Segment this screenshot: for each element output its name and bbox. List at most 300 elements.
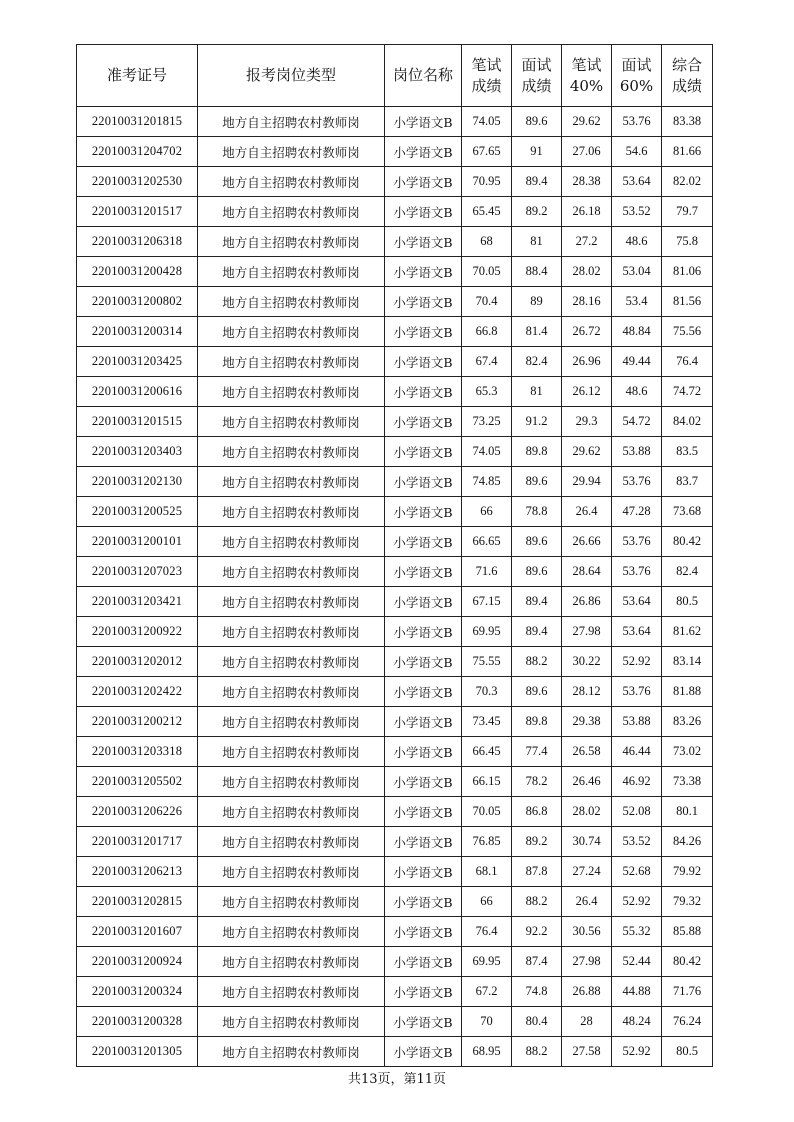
cell-position-name: 小学语文B [385, 377, 462, 407]
cell-position-type: 地方自主招聘农村教师岗 [198, 767, 385, 797]
cell-interview-score: 78.2 [512, 767, 562, 797]
table-row [77, 197, 713, 227]
cell-total-score: 73.02 [662, 737, 713, 767]
cell-written-score: 70 [462, 1007, 512, 1037]
cell-written-score: 73.25 [462, 407, 512, 437]
cell-total-score: 83.5 [662, 437, 713, 467]
table-row [77, 707, 713, 737]
cell-interview-60: 52.68 [612, 857, 662, 887]
cell-total-score: 83.38 [662, 107, 713, 137]
cell-exam-id: 22010031200101 [77, 527, 198, 557]
cell-position-name: 小学语文B [385, 107, 462, 137]
cell-interview-60: 48.24 [612, 1007, 662, 1037]
table-row [77, 287, 713, 317]
cell-written-40: 26.58 [562, 737, 612, 767]
header-label-line: 60% [619, 76, 654, 95]
cell-position-name: 小学语文B [385, 137, 462, 167]
cell-written-40: 27.58 [562, 1037, 612, 1067]
header-label-line: 岗位名称 [392, 66, 453, 84]
header-label-line: 报考岗位类型 [245, 66, 336, 84]
header-interview-60 [612, 45, 662, 107]
cell-position-type: 地方自主招聘农村教师岗 [198, 287, 385, 317]
cell-interview-60: 48.84 [612, 317, 662, 347]
cell-written-40: 27.06 [562, 137, 612, 167]
cell-exam-id: 22010031200212 [77, 707, 198, 737]
cell-exam-id: 22010031203421 [77, 587, 198, 617]
cell-position-name: 小学语文B [385, 167, 462, 197]
cell-written-score: 70.05 [462, 797, 512, 827]
cell-position-type: 地方自主招聘农村教师岗 [198, 557, 385, 587]
cell-written-40: 30.22 [562, 647, 612, 677]
cell-interview-score: 89.6 [512, 467, 562, 497]
cell-written-score: 71.6 [462, 557, 512, 587]
cell-written-score: 68 [462, 227, 512, 257]
cell-position-name: 小学语文B [385, 587, 462, 617]
cell-written-40: 26.72 [562, 317, 612, 347]
cell-position-type: 地方自主招聘农村教师岗 [198, 437, 385, 467]
cell-interview-60: 53.88 [612, 707, 662, 737]
cell-position-name: 小学语文B [385, 977, 462, 1007]
cell-position-name: 小学语文B [385, 287, 462, 317]
cell-interview-60: 52.92 [612, 1037, 662, 1067]
header-position-name [385, 45, 462, 107]
table-row [77, 647, 713, 677]
table-row [77, 317, 713, 347]
cell-interview-score: 78.8 [512, 497, 562, 527]
cell-position-name: 小学语文B [385, 737, 462, 767]
cell-written-40: 26.18 [562, 197, 612, 227]
cell-position-type: 地方自主招聘农村教师岗 [198, 467, 385, 497]
cell-position-name: 小学语文B [385, 827, 462, 857]
cell-written-40: 26.4 [562, 497, 612, 527]
cell-position-name: 小学语文B [385, 407, 462, 437]
cell-written-score: 73.45 [462, 707, 512, 737]
table-row [77, 797, 713, 827]
header-label-line: 笔试 [471, 55, 502, 74]
cell-interview-60: 54.6 [612, 137, 662, 167]
cell-position-name: 小学语文B [385, 887, 462, 917]
cell-interview-score: 81 [512, 377, 562, 407]
cell-exam-id: 22010031200802 [77, 287, 198, 317]
table-row [77, 767, 713, 797]
cell-written-score: 66.8 [462, 317, 512, 347]
cell-interview-score: 81.4 [512, 317, 562, 347]
cell-interview-60: 53.64 [612, 167, 662, 197]
table-row [77, 737, 713, 767]
cell-interview-score: 89 [512, 287, 562, 317]
cell-exam-id: 22010031201515 [77, 407, 198, 437]
cell-interview-score: 89.4 [512, 167, 562, 197]
page-footer: 共13页，第11页 [347, 1072, 447, 1087]
cell-interview-60: 52.92 [612, 647, 662, 677]
cell-written-score: 76.4 [462, 917, 512, 947]
header-label-line: 40% [569, 76, 604, 95]
cell-position-type: 地方自主招聘农村教师岗 [198, 107, 385, 137]
cell-position-type: 地方自主招聘农村教师岗 [198, 977, 385, 1007]
cell-exam-id: 22010031202012 [77, 647, 198, 677]
table-row [77, 227, 713, 257]
cell-interview-60: 48.6 [612, 377, 662, 407]
cell-total-score: 80.5 [662, 1037, 713, 1067]
cell-total-score: 79.32 [662, 887, 713, 917]
header-written-40 [562, 45, 612, 107]
cell-interview-score: 80.4 [512, 1007, 562, 1037]
cell-position-name: 小学语文B [385, 947, 462, 977]
cell-position-type: 地方自主招聘农村教师岗 [198, 317, 385, 347]
cell-exam-id: 22010031200314 [77, 317, 198, 347]
cell-written-score: 65.3 [462, 377, 512, 407]
cell-total-score: 81.06 [662, 257, 713, 287]
cell-exam-id: 22010031200922 [77, 617, 198, 647]
cell-written-score: 68.1 [462, 857, 512, 887]
cell-exam-id: 22010031200428 [77, 257, 198, 287]
cell-interview-60: 53.76 [612, 107, 662, 137]
cell-written-score: 66.15 [462, 767, 512, 797]
cell-position-name: 小学语文B [385, 707, 462, 737]
cell-interview-score: 88.2 [512, 1037, 562, 1067]
cell-exam-id: 22010031200924 [77, 947, 198, 977]
table-row [77, 617, 713, 647]
cell-written-40: 27.98 [562, 947, 612, 977]
cell-total-score: 83.14 [662, 647, 713, 677]
table-row [77, 557, 713, 587]
cell-interview-60: 49.44 [612, 347, 662, 377]
cell-written-score: 67.15 [462, 587, 512, 617]
cell-written-40: 29.38 [562, 707, 612, 737]
cell-exam-id: 22010031206226 [77, 797, 198, 827]
cell-written-score: 70.05 [462, 257, 512, 287]
table-row [77, 857, 713, 887]
header-label-line: 成绩 [671, 76, 702, 95]
cell-interview-score: 87.4 [512, 947, 562, 977]
cell-written-40: 26.86 [562, 587, 612, 617]
cell-written-40: 28.12 [562, 677, 612, 707]
cell-written-score: 67.65 [462, 137, 512, 167]
cell-position-name: 小学语文B [385, 677, 462, 707]
cell-total-score: 81.88 [662, 677, 713, 707]
header-label-line: 成绩 [471, 76, 502, 95]
cell-total-score: 74.72 [662, 377, 713, 407]
cell-interview-60: 44.88 [612, 977, 662, 1007]
cell-exam-id: 22010031206213 [77, 857, 198, 887]
cell-position-name: 小学语文B [385, 767, 462, 797]
cell-position-type: 地方自主招聘农村教师岗 [198, 497, 385, 527]
cell-total-score: 75.56 [662, 317, 713, 347]
cell-position-type: 地方自主招聘农村教师岗 [198, 737, 385, 767]
cell-position-type: 地方自主招聘农村教师岗 [198, 1007, 385, 1037]
table-row [77, 377, 713, 407]
cell-interview-score: 89.4 [512, 617, 562, 647]
cell-written-score: 66.65 [462, 527, 512, 557]
cell-interview-score: 77.4 [512, 737, 562, 767]
cell-interview-score: 88.2 [512, 647, 562, 677]
cell-interview-60: 48.6 [612, 227, 662, 257]
table-row [77, 257, 713, 287]
cell-interview-score: 74.8 [512, 977, 562, 1007]
cell-position-name: 小学语文B [385, 467, 462, 497]
cell-written-40: 30.56 [562, 917, 612, 947]
cell-interview-60: 53.76 [612, 557, 662, 587]
cell-exam-id: 22010031201305 [77, 1037, 198, 1067]
table-row [77, 887, 713, 917]
cell-total-score: 75.8 [662, 227, 713, 257]
cell-position-type: 地方自主招聘农村教师岗 [198, 257, 385, 287]
cell-written-score: 66 [462, 497, 512, 527]
cell-position-name: 小学语文B [385, 1007, 462, 1037]
cell-written-score: 70.4 [462, 287, 512, 317]
cell-interview-score: 88.4 [512, 257, 562, 287]
cell-exam-id: 22010031200328 [77, 1007, 198, 1037]
cell-written-40: 28.16 [562, 287, 612, 317]
cell-written-40: 29.94 [562, 467, 612, 497]
cell-position-name: 小学语文B [385, 317, 462, 347]
cell-written-score: 74.05 [462, 437, 512, 467]
cell-written-score: 66.45 [462, 737, 512, 767]
header-row [77, 45, 713, 107]
cell-position-type: 地方自主招聘农村教师岗 [198, 587, 385, 617]
cell-interview-score: 91.2 [512, 407, 562, 437]
cell-total-score: 79.7 [662, 197, 713, 227]
cell-interview-score: 92.2 [512, 917, 562, 947]
cell-interview-60: 53.76 [612, 467, 662, 497]
cell-interview-score: 81 [512, 227, 562, 257]
cell-interview-60: 53.64 [612, 587, 662, 617]
cell-interview-60: 52.92 [612, 887, 662, 917]
score-table [76, 44, 713, 1067]
cell-interview-score: 89.6 [512, 527, 562, 557]
cell-total-score: 73.68 [662, 497, 713, 527]
cell-written-40: 26.4 [562, 887, 612, 917]
cell-written-score: 74.05 [462, 107, 512, 137]
cell-written-40: 27.98 [562, 617, 612, 647]
cell-position-type: 地方自主招聘农村教师岗 [198, 167, 385, 197]
cell-total-score: 83.7 [662, 467, 713, 497]
cell-exam-id: 22010031205502 [77, 767, 198, 797]
table-row [77, 407, 713, 437]
header-label-line: 综合 [671, 55, 702, 74]
cell-total-score: 76.4 [662, 347, 713, 377]
cell-total-score: 81.66 [662, 137, 713, 167]
header-label-line: 面试 [621, 55, 652, 74]
cell-written-score: 70.3 [462, 677, 512, 707]
cell-position-name: 小学语文B [385, 557, 462, 587]
cell-exam-id: 22010031201815 [77, 107, 198, 137]
cell-position-name: 小学语文B [385, 527, 462, 557]
cell-position-name: 小学语文B [385, 257, 462, 287]
cell-position-type: 地方自主招聘农村教师岗 [198, 647, 385, 677]
cell-position-name: 小学语文B [385, 227, 462, 257]
cell-exam-id: 22010031203403 [77, 437, 198, 467]
cell-interview-60: 53.52 [612, 827, 662, 857]
cell-position-type: 地方自主招聘农村教师岗 [198, 527, 385, 557]
cell-position-type: 地方自主招聘农村教师岗 [198, 857, 385, 887]
cell-interview-score: 89.8 [512, 437, 562, 467]
cell-interview-60: 53.88 [612, 437, 662, 467]
cell-written-score: 66 [462, 887, 512, 917]
cell-exam-id: 22010031202422 [77, 677, 198, 707]
header-label-line: 面试 [521, 55, 552, 74]
cell-position-name: 小学语文B [385, 437, 462, 467]
cell-position-name: 小学语文B [385, 617, 462, 647]
cell-interview-60: 55.32 [612, 917, 662, 947]
cell-total-score: 84.02 [662, 407, 713, 437]
cell-position-type: 地方自主招聘农村教师岗 [198, 707, 385, 737]
cell-interview-60: 53.76 [612, 527, 662, 557]
cell-written-score: 69.95 [462, 947, 512, 977]
header-label-line: 成绩 [521, 76, 552, 95]
cell-interview-60: 53.52 [612, 197, 662, 227]
cell-exam-id: 22010031200324 [77, 977, 198, 1007]
cell-interview-60: 53.76 [612, 677, 662, 707]
cell-interview-score: 89.6 [512, 677, 562, 707]
cell-interview-score: 89.6 [512, 107, 562, 137]
cell-interview-60: 54.72 [612, 407, 662, 437]
table-row [77, 587, 713, 617]
cell-position-type: 地方自主招聘农村教师岗 [198, 677, 385, 707]
header-position-type [198, 45, 385, 107]
table-row [77, 947, 713, 977]
cell-written-score: 74.85 [462, 467, 512, 497]
table-row [77, 527, 713, 557]
cell-exam-id: 22010031202530 [77, 167, 198, 197]
cell-written-40: 28.02 [562, 257, 612, 287]
table-row [77, 437, 713, 467]
cell-exam-id: 22010031206318 [77, 227, 198, 257]
table-row [77, 677, 713, 707]
cell-exam-id: 22010031202130 [77, 467, 198, 497]
cell-position-type: 地方自主招聘农村教师岗 [198, 917, 385, 947]
cell-exam-id: 22010031207023 [77, 557, 198, 587]
cell-written-score: 68.95 [462, 1037, 512, 1067]
table-body [77, 107, 713, 1067]
cell-exam-id: 22010031203318 [77, 737, 198, 767]
cell-written-40: 26.88 [562, 977, 612, 1007]
cell-position-name: 小学语文B [385, 797, 462, 827]
cell-interview-score: 88.2 [512, 887, 562, 917]
cell-written-score: 76.85 [462, 827, 512, 857]
table-header [77, 45, 713, 107]
cell-position-name: 小学语文B [385, 647, 462, 677]
cell-interview-score: 82.4 [512, 347, 562, 377]
cell-written-score: 67.4 [462, 347, 512, 377]
cell-total-score: 85.88 [662, 917, 713, 947]
cell-written-40: 28.38 [562, 167, 612, 197]
cell-total-score: 82.4 [662, 557, 713, 587]
table-row [77, 347, 713, 377]
cell-written-40: 26.66 [562, 527, 612, 557]
cell-interview-score: 89.4 [512, 587, 562, 617]
table-row [77, 497, 713, 527]
table-row [77, 1037, 713, 1067]
table-row [77, 107, 713, 137]
cell-interview-score: 89.8 [512, 707, 562, 737]
cell-written-40: 28 [562, 1007, 612, 1037]
cell-written-40: 27.2 [562, 227, 612, 257]
cell-exam-id: 22010031203425 [77, 347, 198, 377]
header-total-score [662, 45, 713, 107]
cell-position-name: 小学语文B [385, 497, 462, 527]
cell-total-score: 83.26 [662, 707, 713, 737]
cell-position-type: 地方自主招聘农村教师岗 [198, 887, 385, 917]
table-row [77, 1007, 713, 1037]
cell-position-name: 小学语文B [385, 347, 462, 377]
cell-position-type: 地方自主招聘农村教师岗 [198, 617, 385, 647]
cell-position-type: 地方自主招聘农村教师岗 [198, 377, 385, 407]
cell-interview-60: 46.92 [612, 767, 662, 797]
cell-position-name: 小学语文B [385, 1037, 462, 1067]
cell-interview-score: 86.8 [512, 797, 562, 827]
cell-position-type: 地方自主招聘农村教师岗 [198, 797, 385, 827]
table-row [77, 977, 713, 1007]
cell-written-40: 29.62 [562, 107, 612, 137]
cell-position-type: 地方自主招聘农村教师岗 [198, 227, 385, 257]
cell-position-name: 小学语文B [385, 857, 462, 887]
cell-written-score: 75.55 [462, 647, 512, 677]
cell-position-type: 地方自主招聘农村教师岗 [198, 1037, 385, 1067]
cell-position-name: 小学语文B [385, 917, 462, 947]
cell-interview-score: 87.8 [512, 857, 562, 887]
cell-total-score: 81.56 [662, 287, 713, 317]
header-label-line: 笔试 [571, 55, 602, 74]
cell-interview-score: 91 [512, 137, 562, 167]
cell-interview-60: 46.44 [612, 737, 662, 767]
cell-position-type: 地方自主招聘农村教师岗 [198, 137, 385, 167]
cell-total-score: 80.42 [662, 527, 713, 557]
cell-interview-60: 52.08 [612, 797, 662, 827]
header-written-score [462, 45, 512, 107]
cell-total-score: 80.42 [662, 947, 713, 977]
cell-written-40: 27.24 [562, 857, 612, 887]
cell-total-score: 76.24 [662, 1007, 713, 1037]
cell-position-type: 地方自主招聘农村教师岗 [198, 407, 385, 437]
cell-exam-id: 22010031202815 [77, 887, 198, 917]
cell-position-type: 地方自主招聘农村教师岗 [198, 827, 385, 857]
cell-interview-60: 47.28 [612, 497, 662, 527]
cell-written-score: 69.95 [462, 617, 512, 647]
header-label-line: 准考证号 [106, 66, 167, 84]
cell-total-score: 73.38 [662, 767, 713, 797]
cell-interview-60: 53.4 [612, 287, 662, 317]
cell-position-type: 地方自主招聘农村教师岗 [198, 947, 385, 977]
cell-interview-60: 53.64 [612, 617, 662, 647]
cell-total-score: 84.26 [662, 827, 713, 857]
cell-exam-id: 22010031201607 [77, 917, 198, 947]
cell-position-type: 地方自主招聘农村教师岗 [198, 197, 385, 227]
cell-written-score: 70.95 [462, 167, 512, 197]
cell-interview-60: 53.04 [612, 257, 662, 287]
cell-written-score: 67.2 [462, 977, 512, 1007]
cell-total-score: 71.76 [662, 977, 713, 1007]
cell-total-score: 80.5 [662, 587, 713, 617]
table-row [77, 827, 713, 857]
table-row [77, 467, 713, 497]
cell-written-40: 26.12 [562, 377, 612, 407]
cell-interview-score: 89.6 [512, 557, 562, 587]
cell-total-score: 79.92 [662, 857, 713, 887]
cell-position-type: 地方自主招聘农村教师岗 [198, 347, 385, 377]
cell-interview-score: 89.2 [512, 197, 562, 227]
cell-total-score: 80.1 [662, 797, 713, 827]
table-row [77, 917, 713, 947]
cell-interview-score: 89.2 [512, 827, 562, 857]
cell-written-40: 29.62 [562, 437, 612, 467]
cell-written-40: 28.02 [562, 797, 612, 827]
table-row [77, 167, 713, 197]
cell-written-40: 30.74 [562, 827, 612, 857]
cell-exam-id: 22010031204702 [77, 137, 198, 167]
header-exam-id [77, 45, 198, 107]
table-row [77, 137, 713, 167]
